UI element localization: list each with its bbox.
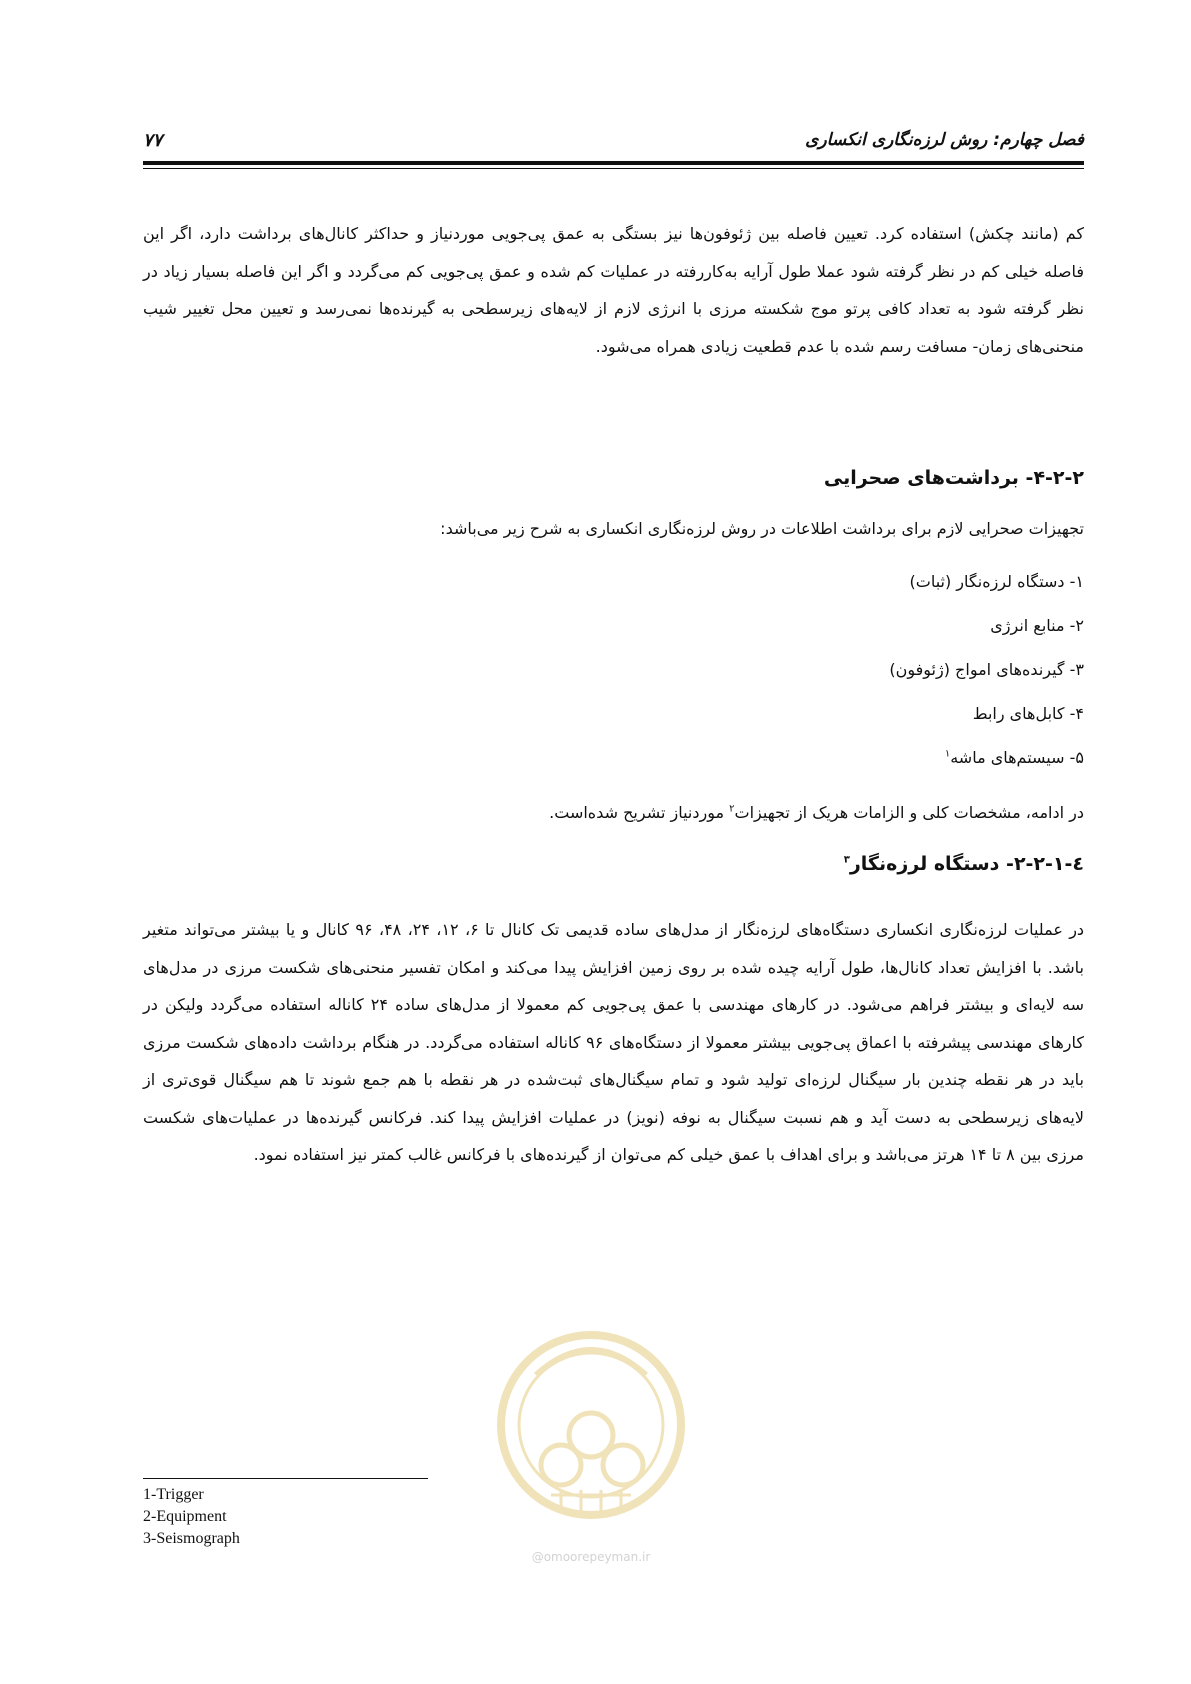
subsection-heading-text: ٤-۲-۲-۱- دستگاه لرزه‌نگار bbox=[849, 853, 1084, 875]
footnote-marker: ۳ bbox=[843, 854, 850, 866]
equipment-list bbox=[889, 560, 1084, 780]
list-item-text: ۱- دستگاه لرزه‌نگار (ثبات) bbox=[909, 572, 1084, 591]
subsection-heading bbox=[844, 853, 1084, 875]
page-number: ۷۷ bbox=[143, 130, 163, 151]
list-item-text: ۴- کابل‌های رابط bbox=[972, 704, 1084, 723]
list-item bbox=[889, 736, 1084, 780]
list-item bbox=[889, 692, 1084, 736]
header-rule-thick bbox=[143, 161, 1084, 165]
footnote-marker: ۱ bbox=[944, 748, 951, 760]
body-paragraph: در عملیات لرزه‌نگاری انکساری دستگاه‌های لرزه‌نگار از مدل‌های ساده قدیمی تک کانال تا ۶، ۱۲، ۲۴، ۴۸، ۹۶ کانال و یا بیشتر می‌تواند متغیر باشد. با افزایش تعداد کانال‌ها، طول آرایه چیده شده بر روی زمین افزایش پیدا می‌کند و امکان تفسیر منحنی‌های شکست مرزی در مدل‌های سه لایه‌ای و بیشتر فراهم می‌شود. در کارهای مهندسی با عمق پی‌جویی کم معمولا از مدل‌های ساده ۲۴ کاناله استفاده می‌گردد ولیکن در کارهای مهندسی پیشرفته با اعماق پی‌جویی بیشتر معمولا از دستگاه‌های ۹۶ کاناله استفاده می‌گردد. در هنگام برداشت داده‌های شکست مرزی باید در هر نقطه چندین بار سیگنال لرزه‌ای تولید شود و تمام سیگنال‌های ثبت‌شده در هر نقطه با هم جمع شوند تا هم سیگنال قوی‌تری از لایه‌های زیرسطحی به دست آید و هم نسبت سیگنال به نوفه (نویز) در عملیات افزایش پیدا کند. فرکانس گیرنده‌ها در عملیات‌های شکست مرزی بین ۸ تا ۱۴ هرتز می‌باشد و برای اهداف با عمق خیلی کم می‌توان از گیرنده‌های با فرکانس غالب کمتر نیز استفاده نمود. bbox=[143, 920, 1085, 1164]
equipment-intro: تجهیزات صحرایی لازم برای برداشت اطلاعات در روش لرزه‌نگاری انکساری به شرح زیر می‌باشد: bbox=[440, 519, 1084, 538]
header-rule-thin bbox=[143, 168, 1084, 169]
section-heading: ۴-۲-۲- برداشت‌های صحرایی bbox=[823, 467, 1084, 489]
footnote: 1-Trigger bbox=[143, 1486, 204, 1503]
footnote-rule bbox=[143, 1478, 428, 1479]
outro-text-end: موردنیاز تشریح شده‌است. bbox=[549, 803, 730, 822]
footnote: 2-Equipment bbox=[143, 1508, 227, 1525]
list-item-text: ۲- منابع انرژی bbox=[990, 616, 1084, 635]
equipment-outro bbox=[549, 803, 1084, 822]
list-item bbox=[889, 604, 1084, 648]
chapter-title: فصل چهارم: روش لرزه‌نگاری انکساری bbox=[805, 130, 1084, 150]
watermark-url: @omoorepeyman.ir bbox=[531, 1550, 651, 1564]
outro-text: در ادامه، مشخصات کلی و الزامات هریک از تجهیزات bbox=[734, 803, 1084, 822]
running-header bbox=[143, 124, 1084, 154]
watermark-logo bbox=[491, 1315, 691, 1569]
list-item bbox=[889, 560, 1084, 604]
footnote: 3-Seismograph bbox=[143, 1530, 240, 1547]
body-paragraph: کم (مانند چکش) استفاده کرد. تعیین فاصله بین ژئوفون‌ها نیز بستگی به عمق پی‌جویی موردنیاز و حداکثر کانال‌های برداشت دارد، اگر این فاصله خیلی کم در نظر گرفته شود عملا طول آرایه به‌کاررفته در عملیات کم شده و عمق پی‌جویی کم می‌گردد و اگر این فاصله بسیار زیاد در نظر گرفته شود به تعداد کافی پرتو موج شکسته مرزی با انرژی لازم از لایه‌های زیرسطحی به گیرنده‌ها نمی‌رسد و تعیین محل تغییر شیب منحنی‌های زمان- مسافت رسم شده با عدم قطعیت زیادی همراه می‌شود. bbox=[143, 224, 1084, 356]
list-item-text: ۵- سیستم‌های ماشه bbox=[950, 748, 1084, 767]
footnotes bbox=[143, 1484, 240, 1550]
list-item bbox=[889, 648, 1084, 692]
footnote-marker: ۲ bbox=[729, 803, 735, 815]
list-item-text: ۳- گیرنده‌های امواج (ژئوفون) bbox=[889, 660, 1084, 679]
